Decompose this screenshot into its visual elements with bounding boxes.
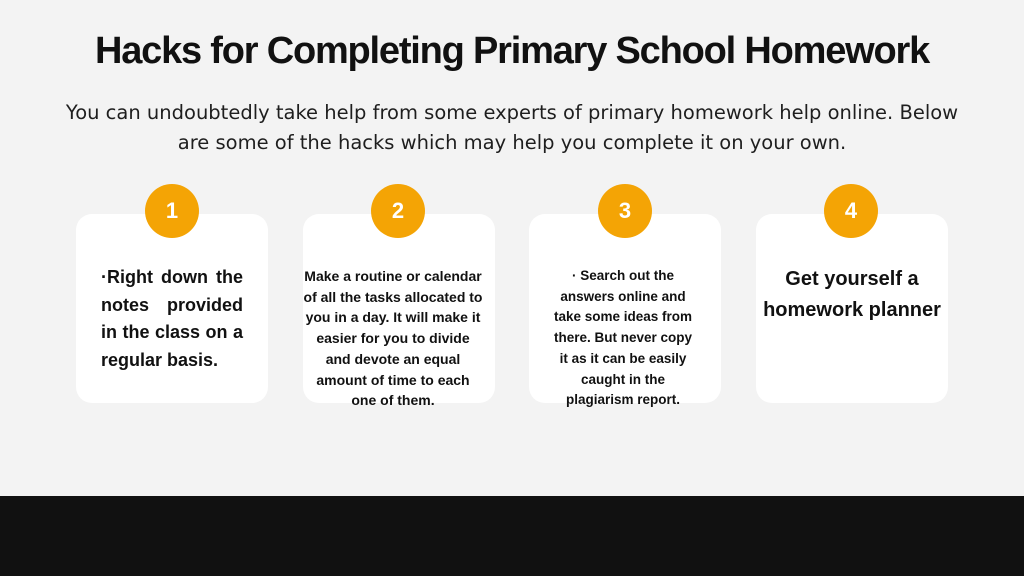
step-badge-4: 4 [824,184,878,238]
page-title: Hacks for Completing Primary School Homework [94,30,930,72]
footer-bar [0,496,1024,576]
step-badge-3: 3 [598,184,652,238]
hack-text-2: Make a routine or calendar of all the tasks allocated to you in a day. It will make it easier for you to divide and devote an equal amount of time to each one of them. [303,268,483,409]
hack-text-1: ·Right down the notes provided in the class on a regular basis. [101,267,243,370]
hack-text-4: Get yourself a homework planner [763,268,941,321]
step-badge-1: 1 [145,184,199,238]
step-badge-2: 2 [371,184,425,238]
hack-text-3: · Search out the answers online and take some ideas from there. But never copy it as it can be easily caught in the plagiarism report. [553,268,693,408]
page-subtitle: You can undoubtedly take help from some experts of primary homework help online. Below are some of the hacks which may help you complete it on your own. [65,101,959,154]
